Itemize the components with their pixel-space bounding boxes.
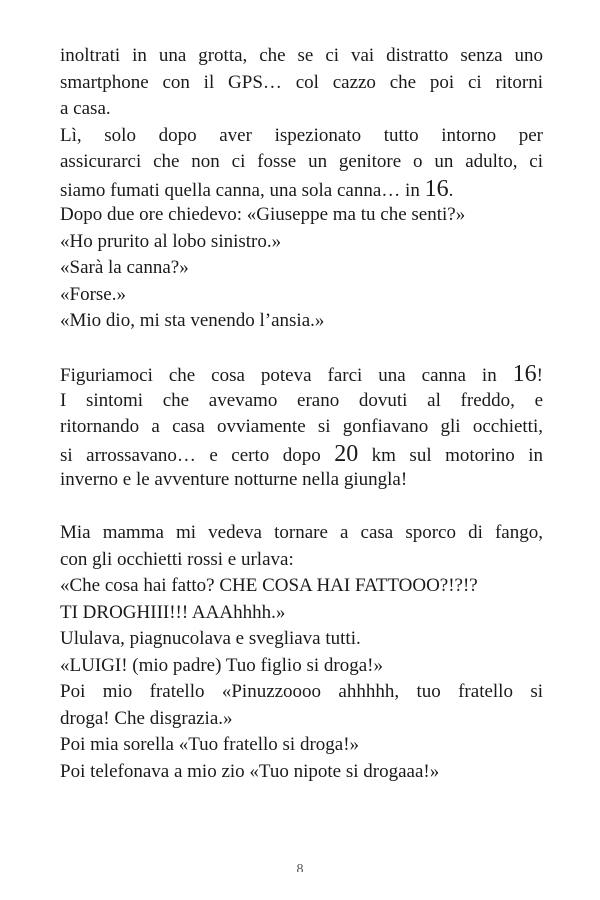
text-line: I sintomi che avevamo erano dovuti al freddo, e: [60, 389, 543, 411]
text-line: «Ho prurito al lobo sinistro.»: [60, 230, 282, 252]
text-line: Mia mamma mi vedeva tornare a casa sporco di fango,: [60, 522, 543, 543]
text-line: «LUIGI! (mio padre) Tuo figlio si droga!»: [60, 654, 383, 676]
text-line: Lì, solo dopo aver ispezionato tutto intorno per: [60, 124, 543, 146]
text-segment: .: [448, 179, 454, 201]
text-line: assicurarci che non ci fosse un genitore o un adulto, ci: [60, 151, 543, 172]
text-line: «Che cosa hai fatto? CHE COSA HAI FATTOOO?!?!?: [60, 575, 478, 596]
text-segment: si arrossavano… e certo dopo: [60, 444, 335, 466]
text-line: inverno e le avventure notturne nella giungla!: [60, 469, 408, 490]
text-segment: Figuriamoci che cosa poteva farci una canna in: [60, 365, 513, 386]
text-line: Poi telefonava a mio zio «Tuo nipote si drogaaa!»: [60, 760, 440, 782]
paragraph-gap: [60, 335, 543, 362]
text-line: smartphone con il GPS… col cazzo che poi ci ritorni: [60, 71, 543, 93]
text-line: Poi mio fratello «Pinuzzoooo ahhhhh, tuo fratello si: [60, 681, 543, 702]
text-segment: !: [536, 365, 543, 386]
text-line: Poi mia sorella «Tuo fratello si droga!»: [60, 734, 360, 755]
page-number: 8: [296, 862, 304, 872]
paragraph: [60, 520, 543, 785]
numeral: 20: [334, 440, 359, 467]
text-segment: siamo fumati quella canna, una sola canna… in: [60, 179, 425, 201]
text-line: a casa.: [60, 98, 111, 119]
numeral: 16: [512, 361, 537, 387]
book-page-body: [60, 43, 543, 785]
text-line: «Forse.»: [60, 283, 126, 305]
text-line: [60, 361, 543, 388]
text-segment: km sul motorino in: [358, 444, 543, 466]
text-line: Dopo due ore chiedevo: «Giuseppe ma tu che senti?»: [60, 204, 466, 225]
text-line: Ululava, piagnucolava e svegliava tutti.: [60, 628, 361, 649]
text-line: «Sarà la canna?»: [60, 257, 189, 278]
text-line: TI DROGHIII!!! AAAhhhh.»: [60, 601, 286, 623]
paragraph: [60, 361, 543, 494]
text-line: inoltrati in una grotta, che se ci vai distratto senza uno: [60, 45, 543, 66]
text-line: ritornando a casa ovviamente si gonfiavano gli occhietti,: [60, 416, 543, 437]
numeral: 16: [424, 175, 449, 202]
text-line: «Mio dio, mi sta venendo l’ansia.»: [60, 310, 325, 331]
paragraph: [60, 43, 543, 335]
text-line: [60, 441, 543, 468]
text-line: [60, 176, 543, 203]
paragraph-gap: [60, 494, 543, 521]
text-line: droga! Che disgrazia.»: [60, 707, 233, 729]
text-line: con gli occhietti rossi e urlava:: [60, 548, 294, 570]
